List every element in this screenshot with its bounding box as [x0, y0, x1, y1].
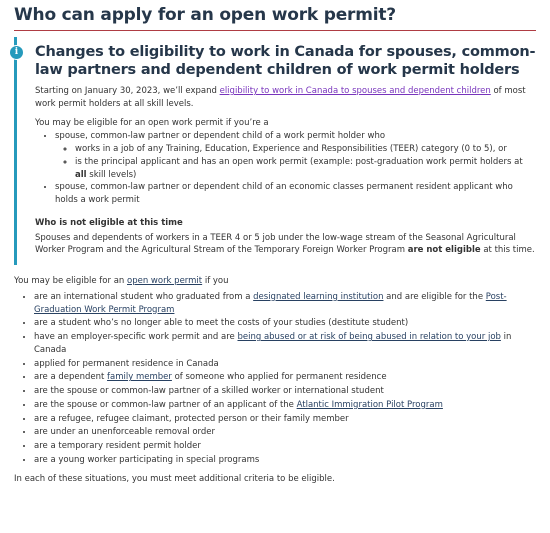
not-eligible-text: Spouses and dependents of workers in a TEER 4 or 5 job under the low-wage stream of the Seasonal Agricultural Worker Program and the Agricultural Stream of the Temporary Foreign Worker Program are not eligible at this time.	[35, 232, 535, 256]
list-item: • are a student who’s no longer able to meet the costs of your studies (destitute student)	[34, 317, 536, 330]
family-member-link[interactable]: family member	[107, 372, 172, 383]
list-item: • are a dependent family member of someone who applied for permanent residence	[34, 371, 536, 384]
not-eligible-heading: Who is not eligible at this time	[35, 217, 183, 228]
dli-link[interactable]: designated learning institution	[253, 291, 384, 302]
aipp-link[interactable]: Atlantic Immigration Pilot Program	[296, 399, 443, 410]
list-item: ◦ works in a job of any Training, Education, Experience and Responsibilities (TEER) category (0 to 5), or	[75, 143, 536, 156]
open-work-permit-link[interactable]: open work permit	[127, 276, 203, 286]
alert-heading: Changes to eligibility to work in Canada for spouses, common-law partners and dependent children of work permit holders	[35, 44, 536, 78]
list-item: • have an employer-specific work permit and are being abused or at risk of being abused in relation to your job in Canada	[34, 331, 536, 357]
list-item: • are an international student who graduated from a designated learning institution and are eligible for the Post-Graduation Work Permit Program	[34, 291, 536, 317]
list-item: • spouse, common-law partner or dependent child of a work permit holder who ◦ works in a job of any Training, Education, Experience and Responsibilities (TEER) category (0 to 5), or ◦ is the principal applicant and has an open work permit (example: post-graduation work permit holders at all skill levels)	[55, 130, 536, 181]
alert-intro: Starting on January 30, 2023, we’ll expand eligibility to work in Canada to spouses and dependent children of most work permit holders at all skill levels.	[35, 86, 526, 109]
sub-list	[55, 143, 536, 181]
list-item: • are under an unenforceable removal order	[34, 426, 536, 439]
page-title: Who can apply for an open work permit?	[14, 4, 536, 31]
list-item: • are the spouse or common-law partner of an applicant of the Atlantic Immigration Pilot Program	[34, 399, 536, 412]
closing-text: In each of these situations, you must meet additional criteria to be eligible.	[14, 473, 335, 484]
list-item: • are the spouse or common-law partner of a skilled worker or international student	[34, 385, 536, 398]
info-icon: i	[9, 45, 24, 60]
eligible-list	[35, 130, 536, 207]
eligibility-link[interactable]: eligibility to work in Canada to spouses and dependent children	[219, 86, 491, 96]
list-item: ◦ is the principal applicant and has an open work permit (example: post-graduation work permit holders at all skill levels)	[75, 156, 536, 182]
abuse-link[interactable]: being abused or at risk of being abused in relation to your job	[237, 332, 501, 342]
list-item: • are a young worker participating in special programs	[34, 454, 536, 467]
pgwp-link[interactable]: Post-Graduation Work Permit Program	[34, 291, 507, 315]
main-intro: You may be eligible for an open work permit if you	[14, 276, 229, 286]
list-item: • applied for permanent residence in Canada	[34, 358, 536, 371]
list-item: • are a refugee, refugee claimant, protected person or their family member	[34, 413, 536, 426]
main-section	[14, 275, 536, 485]
list-item: • are a temporary resident permit holder	[34, 440, 536, 453]
eligible-intro: You may be eligible for an open work permit if you’re a	[35, 117, 269, 128]
eligibility-list	[14, 291, 536, 467]
info-alert	[14, 37, 536, 265]
list-item: • spouse, common-law partner or dependent child of an economic classes permanent resident applicant who holds a work permit	[55, 181, 536, 207]
